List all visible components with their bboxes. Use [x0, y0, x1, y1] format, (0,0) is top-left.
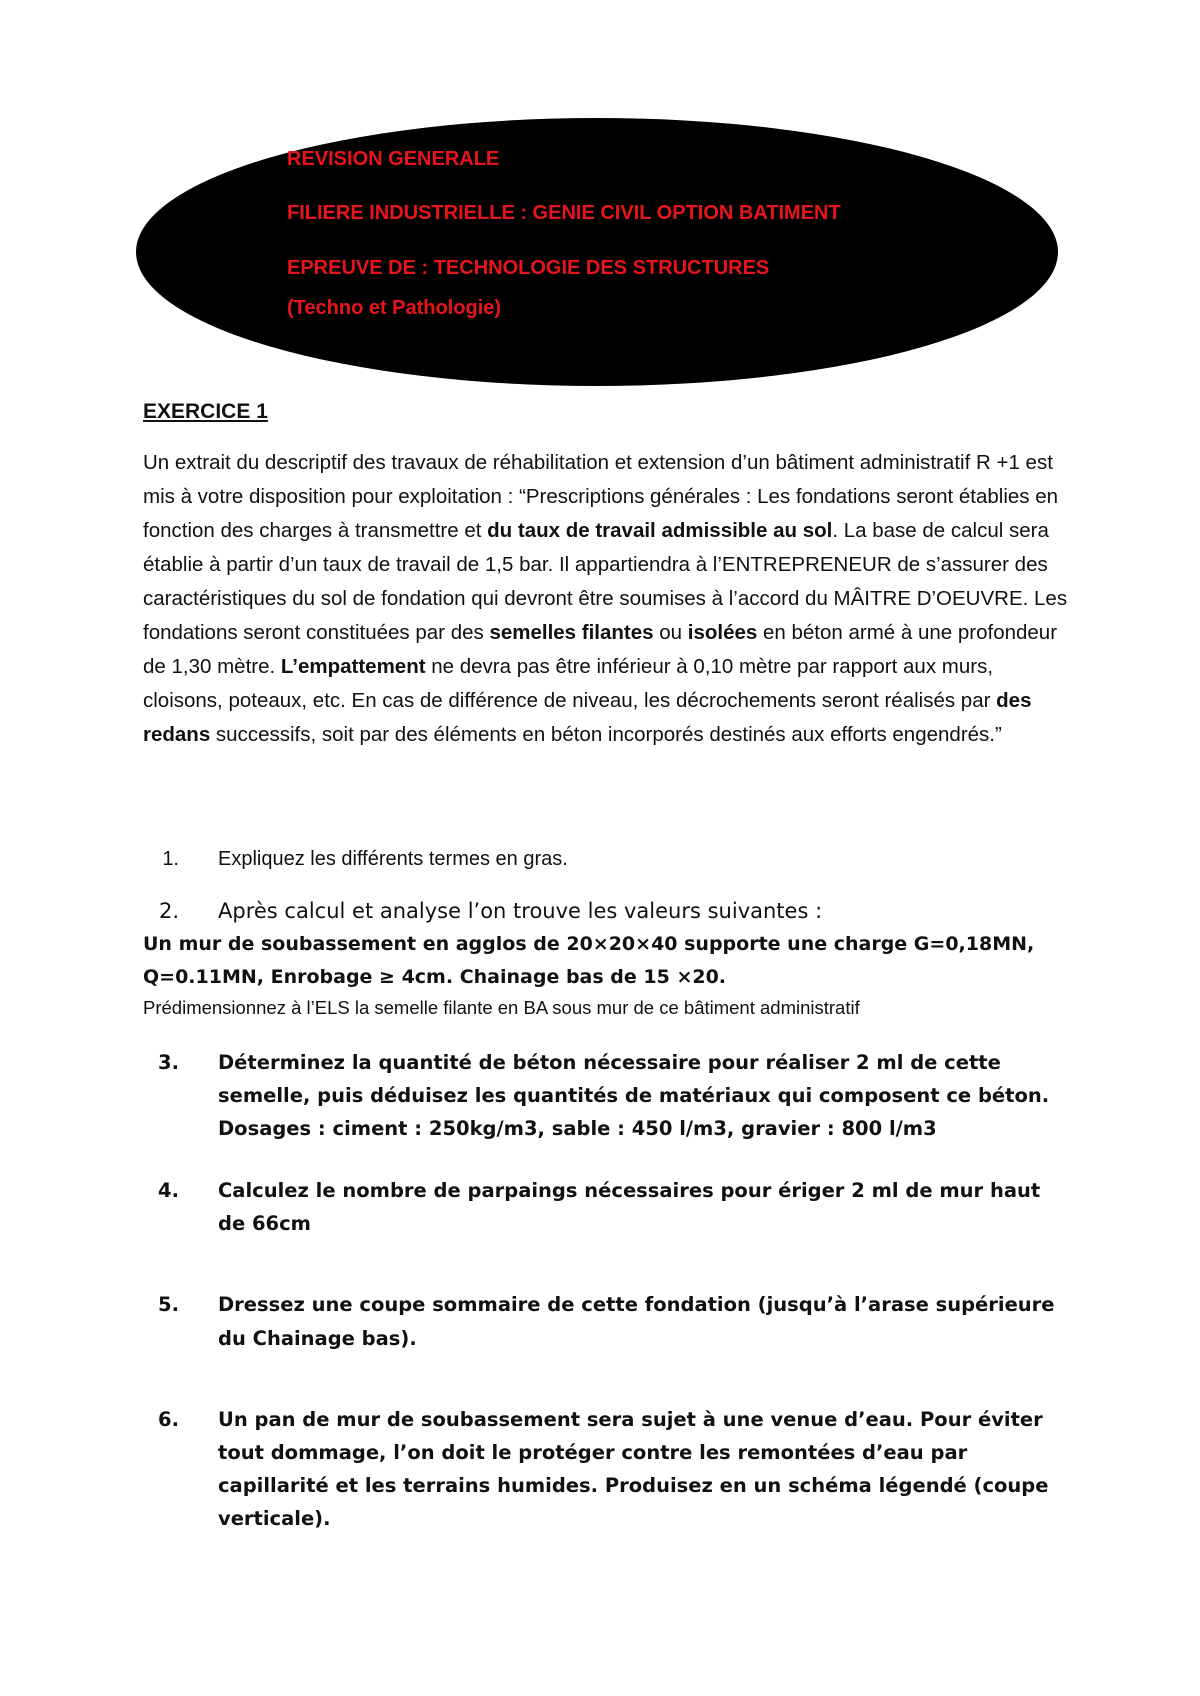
- question-text: Un pan de mur de soubassement sera sujet à une venue d’eau. Pour éviter tout dommage, l’on doit le protéger contre les remontées d’eau par capillarité et les terrains humides. Produisez en un schéma légendé (coupe verticale).: [218, 1408, 1049, 1530]
- exercise-title: EXERCICE 1: [143, 400, 268, 423]
- header-filiere: FILIERE INDUSTRIELLE : GENIE CIVIL OPTION BATIMENT: [287, 202, 841, 224]
- question-number: 5.: [158, 1293, 179, 1316]
- paragraph-text: ou: [653, 621, 688, 644]
- question-5: [143, 1288, 1073, 1356]
- question-2-instruction: Prédimensionnez à l’ELS la semelle filante en BA sous mur de ce bâtiment administratif: [143, 997, 860, 1018]
- exercise-description: [143, 446, 1073, 752]
- paragraph-text: . La base de calcul sera établie à partir d’un taux de travail de 1,5 bar. Il appartiendra à l’ENTREPRENEUR de s’assurer des caractéristiques du sol de fondation qui devront être soumises à l’accord du MÂITRE D’OEUVRE. Les fondations seront constituées par des: [143, 519, 1068, 644]
- question-number: 3.: [158, 1051, 179, 1074]
- question-text: Calculez le nombre de parpaings nécessaires pour ériger 2 ml de mur haut de 66cm: [218, 1179, 1041, 1235]
- question-2-data: [143, 928, 1093, 994]
- question-2: [143, 894, 1073, 928]
- question-text: Déterminez la quantité de béton nécessaire pour réaliser 2 ml de cette semelle, puis déduisez les quantités de matériaux qui composent ce béton.: [218, 1051, 1050, 1107]
- question-number: 6.: [158, 1408, 179, 1431]
- header-epreuve: EPREUVE DE : TECHNOLOGIE DES STRUCTURES: [287, 257, 770, 279]
- header-title: REVISION GENERALE: [287, 148, 500, 170]
- question-number: 2.: [158, 899, 179, 923]
- question-2-data-line: Q=0.11MN, Enrobage ≥ 4cm. Chainage bas de 15 ×20.: [143, 966, 727, 988]
- question-4: [143, 1174, 1073, 1240]
- question-3: [143, 1046, 1073, 1145]
- header-subtitle: (Techno et Pathologie): [287, 297, 502, 319]
- question-dosages: Dosages : ciment : 250kg/m3, sable : 450 l/m3, gravier : 800 l/m3: [218, 1117, 937, 1140]
- paragraph-text: en béton armé à une profondeur de 1,30 mètre.: [143, 621, 1058, 678]
- bold-term: semelles filantes: [489, 621, 654, 644]
- bold-term: du taux de travail admissible au sol: [487, 519, 833, 542]
- bold-term: L’empattement: [280, 655, 426, 678]
- question-1: [143, 843, 1073, 875]
- bold-term: des redans: [143, 689, 1032, 746]
- question-text: Après calcul et analyse l’on trouve les valeurs suivantes :: [218, 899, 823, 923]
- paragraph-text: successifs, soit par des éléments en béton incorporés destinés aux efforts engendrés.”: [210, 723, 1002, 746]
- paragraph-text: Un extrait du descriptif des travaux de réhabilitation et extension d’un bâtiment administratif R +1 est mis à votre disposition pour exploitation : “Prescriptions générales : Les fondations seront établies en fonction des charges à transmettre et: [143, 451, 1059, 542]
- question-text: Expliquez les différents termes en gras.: [218, 848, 568, 870]
- question-6: [143, 1403, 1073, 1535]
- bold-term: isolées: [687, 621, 758, 644]
- question-text: Dressez une coupe sommaire de cette fondation (jusqu’à l’arase supérieure du Chainage bas).: [218, 1293, 1055, 1350]
- question-2-data-line: Un mur de soubassement en agglos de 20×20×40 supporte une charge G=0,18MN,: [143, 933, 1035, 955]
- header-ellipse: [136, 118, 1058, 386]
- question-number: 4.: [158, 1179, 179, 1202]
- question-number: 1.: [162, 848, 179, 870]
- paragraph-text: ne devra pas être inférieur à 0,10 mètre par rapport aux murs, cloisons, poteaux, etc. En cas de différence de niveau, les décrochements seront réalisés par: [143, 655, 997, 712]
